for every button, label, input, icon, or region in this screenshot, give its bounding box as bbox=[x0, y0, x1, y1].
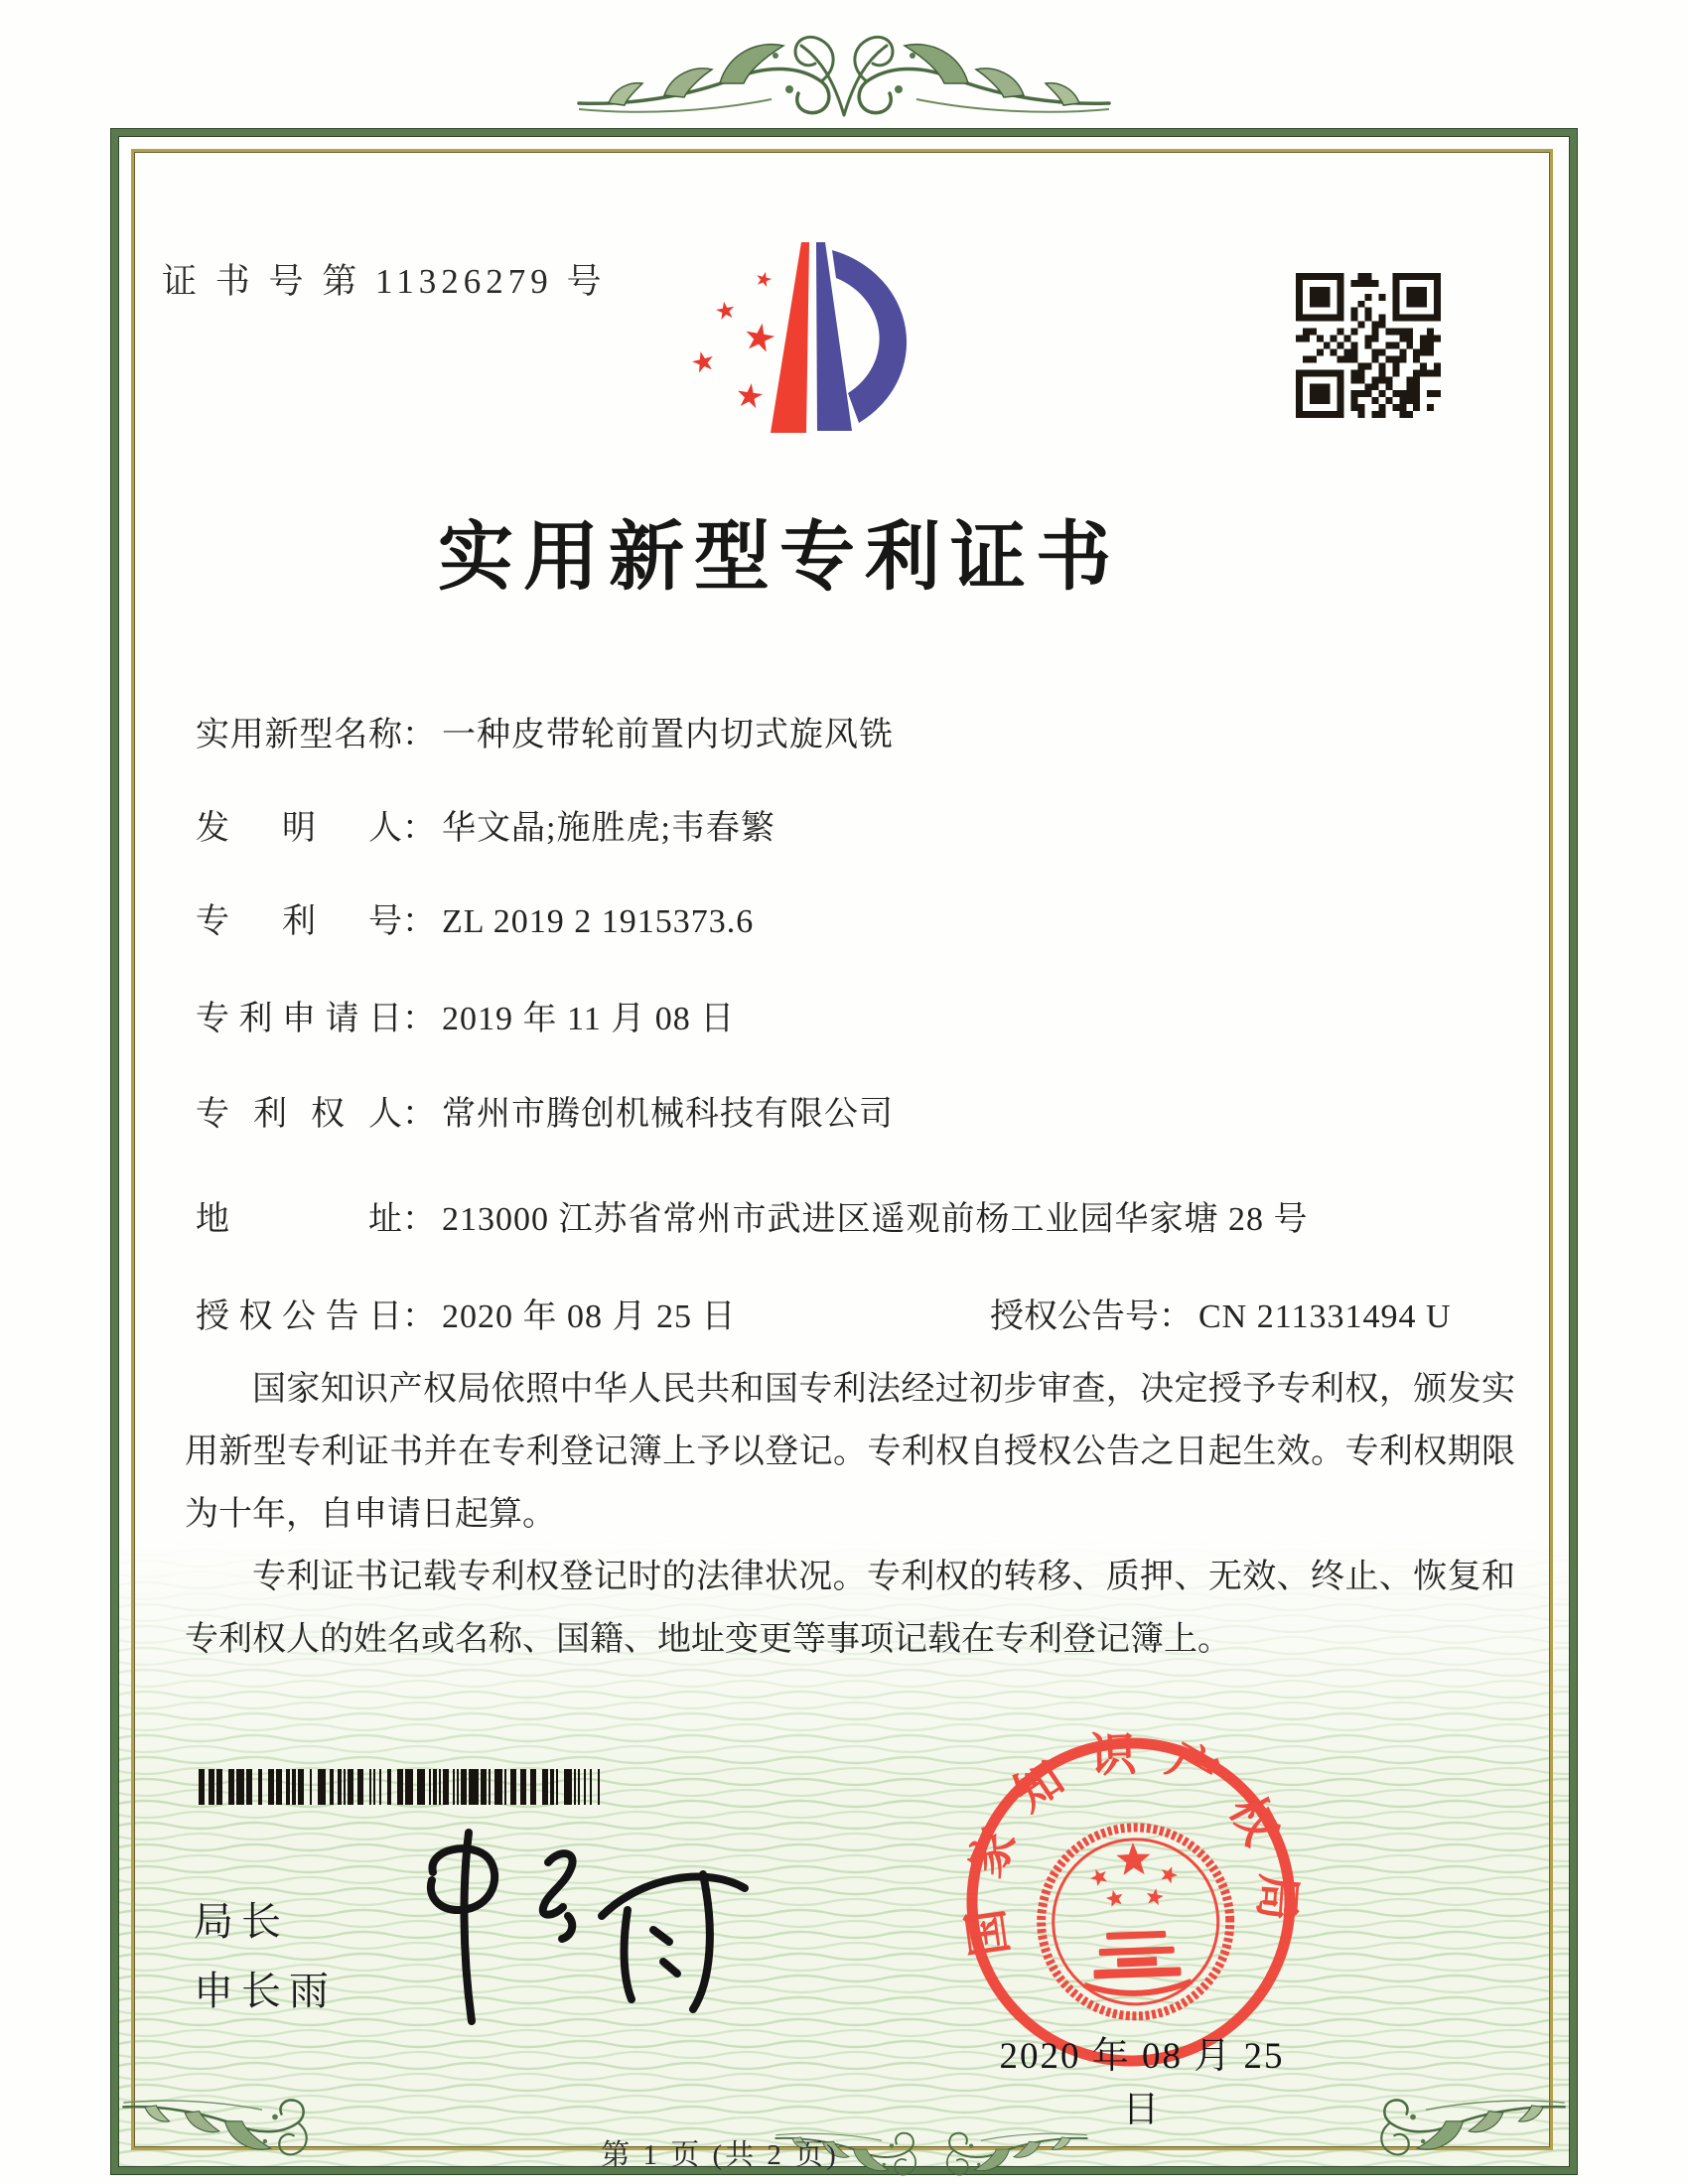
field-colon: ： bbox=[1159, 1298, 1193, 1335]
field-colon: ： bbox=[402, 810, 436, 847]
field-colon: ： bbox=[402, 903, 436, 940]
field-colon: ： bbox=[402, 717, 436, 753]
field-value: 常州市腾创机械科技有限公司 bbox=[442, 1096, 894, 1133]
barcode bbox=[199, 1769, 606, 1805]
field-label: 专利号 bbox=[196, 903, 402, 940]
field-value: 213000 江苏省常州市武进区遥观前杨工业园华家塘 28 号 bbox=[442, 1201, 1309, 1238]
cnipa-logo bbox=[647, 234, 943, 463]
field-label: 实用新型名称 bbox=[196, 717, 402, 753]
field-colon: ： bbox=[402, 1001, 436, 1037]
field-row-invention-name bbox=[196, 707, 894, 755]
field-row-patentee bbox=[196, 1086, 894, 1135]
field-row-grant bbox=[196, 1289, 1452, 1337]
certificate-title: 实用新型专利证书 bbox=[438, 516, 1121, 600]
svg-text:国家知识产权局 bbox=[956, 1727, 1306, 1960]
field-colon: ： bbox=[402, 1096, 436, 1133]
field-row-filing-date bbox=[196, 991, 735, 1039]
field-label: 专利申请日 bbox=[196, 1001, 402, 1037]
field-value: 2019 年 11 月 08 日 bbox=[442, 1001, 736, 1037]
legal-paragraph-2: 专利证书记载专利权登记时的法律状况。专利权的转移、质押、无效、终止、恢复和专利权人的姓名或名称、国籍、地址变更等事项记载在专利登记簿上。 bbox=[185, 1559, 1515, 1658]
field-colon: ： bbox=[402, 1201, 436, 1238]
signature bbox=[417, 1819, 784, 2037]
qr-code bbox=[1289, 266, 1448, 425]
logo-star-icon: ★ bbox=[739, 315, 780, 362]
director-name: 申长雨 bbox=[194, 1970, 337, 2013]
logo-star-icon: ★ bbox=[687, 344, 720, 381]
ornament-top-center bbox=[571, 16, 1117, 137]
legal-paragraph-1: 国家知识产权局依照中华人民共和国专利法经过初步审查，决定授予专利权，颁发实用新型专利证书并在专利登记簿上予以登记。专利权自授权公告之日起生效。专利权期限为十年，自申请日起算。 bbox=[185, 1371, 1515, 1533]
field-label: 发明人 bbox=[196, 810, 402, 847]
legal-text bbox=[185, 1358, 1515, 1671]
grant-number-group bbox=[990, 1289, 1452, 1337]
field-row-inventors bbox=[196, 800, 775, 849]
logo-star-icon: ★ bbox=[752, 267, 775, 293]
national-emblem bbox=[1038, 1825, 1233, 2020]
director-title: 局长 bbox=[194, 1900, 289, 1944]
field-row-patent-number bbox=[196, 893, 754, 942]
page-footer: 第 1 页 (共 2 页) bbox=[601, 2139, 839, 2171]
certificate-number: 证 书 号 第 11326279 号 bbox=[162, 262, 607, 301]
logo-star-icon: ★ bbox=[732, 377, 768, 417]
seal-date: 2020 年 08 月 25 日 bbox=[999, 2036, 1285, 2130]
logo-star-icon: ★ bbox=[712, 297, 739, 327]
field-label: 授权公告日 bbox=[196, 1298, 402, 1335]
field-colon: ： bbox=[402, 1298, 436, 1335]
field-value: CN 211331494 U bbox=[1198, 1298, 1452, 1335]
field-label: 地址 bbox=[196, 1201, 402, 1238]
field-label: 专利权人 bbox=[196, 1096, 402, 1133]
field-value: 一种皮带轮前置内切式旋风铣 bbox=[442, 717, 894, 753]
ornament-bottom-left bbox=[119, 2025, 338, 2174]
field-row-address bbox=[196, 1191, 1309, 1240]
field-label: 授权公告号 bbox=[990, 1298, 1159, 1335]
field-value: 2020 年 08 月 25 日 bbox=[442, 1298, 737, 1335]
cnipa-logo-mark bbox=[647, 234, 943, 463]
ornament-bottom-right bbox=[1350, 2025, 1569, 2174]
field-value: 华文晶;施胜虎;韦春繁 bbox=[442, 810, 775, 847]
field-value: ZL 2019 2 1915373.6 bbox=[442, 903, 755, 940]
seal-text: 国家知识产权局 bbox=[956, 1727, 1304, 1960]
